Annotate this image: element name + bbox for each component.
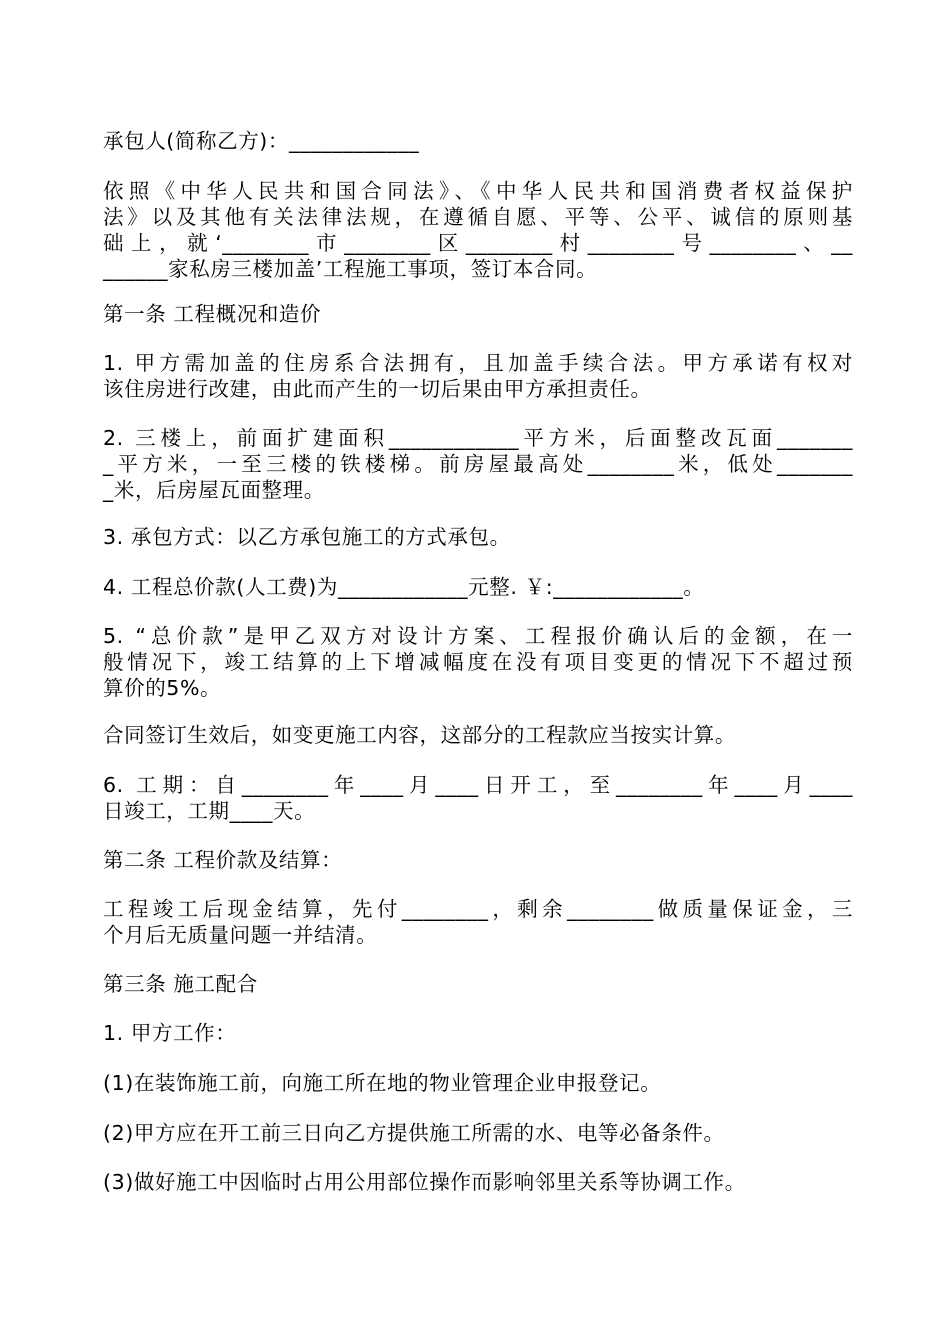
text-line: 第二条 工程价款及结算： [103,848,343,872]
party-a-duty-1 [103,1070,853,1096]
text-line: 日竣工，工期____天。 [103,799,316,823]
text-line: _平方米，一至三楼的铁楼梯。前房屋最高处________米，低处_______ [103,452,853,476]
text-line: 工程竣工后现金结算，先付________，剩余________做质量保证金，三 [103,897,853,921]
text-line: 2. 三楼上，前面扩建面积____________平方米，后面整改瓦面_______ [103,426,853,450]
party-a-heading [103,1020,853,1046]
text-line: ______家私房三楼加盖’工程施工事项，签订本合同。 [103,257,598,281]
text-line: (3)做好施工中因临时占用公用部位操作而影响邻里关系等协调工作。 [103,1170,746,1194]
change-clause-paragraph [103,722,853,748]
text-line: 法》以及其他有关法律法规，在遵循自愿、平等、公平、诚信的原则基 [103,205,853,229]
party-a-duty-2 [103,1120,853,1146]
text-line: 1. 甲方需加盖的住房系合法拥有，且加盖手续合法。甲方承诺有权对 [103,351,853,375]
article-2-heading [103,847,853,873]
item-4-paragraph [103,574,853,600]
text-line: (1)在装饰施工前，向施工所在地的物业管理企业申报登记。 [103,1071,662,1095]
item-1-paragraph [103,350,853,402]
contractor-line [103,128,853,154]
article-1-heading [103,301,853,327]
text-line: 6. 工期：自________年____月____日开工，至________年____月____ [103,773,853,797]
text-line: (2)甲方应在开工前三日向乙方提供施工所需的水、电等必备条件。 [103,1121,725,1145]
settlement-paragraph [103,896,853,948]
item-3-paragraph [103,524,853,550]
text-line: 1. 甲方工作： [103,1021,237,1045]
text-line: 础上，就‘________市________区________村________号________、__ [103,231,853,255]
text-line: 第一条 工程概况和造价 [103,302,322,326]
item-5-paragraph [103,623,853,701]
text-line: 4. 工程总价款(人工费)为____________元整. ￥:____________。 [103,575,705,599]
text-line: _米，后房屋瓦面整理。 [103,478,325,502]
party-a-duty-3 [103,1169,853,1195]
item-6-paragraph [103,772,853,824]
text-line: 承包人(简称乙方)：____________ [103,129,420,153]
text-line: 算价的5%。 [103,676,222,700]
text-line: 第三条 施工配合 [103,972,258,996]
article-3-heading [103,971,853,997]
text-line: 般情况下，竣工结算的上下增减幅度在没有项目变更的情况下不超过预 [103,650,853,674]
text-line: 合同签订生效后，如变更施工内容，这部分的工程款应当按实计算。 [103,723,736,747]
text-line: 依照《中华人民共和国合同法》、《中华人民共和国消费者权益保护 [103,179,853,203]
text-line: 5. “总价款”是甲乙双方对设计方案、工程报价确认后的金额，在一 [103,624,853,648]
text-line: 个月后无质量问题一并结清。 [103,923,378,947]
preamble-paragraph [103,178,853,282]
item-2-paragraph [103,425,853,503]
text-line: 该住房进行改建，由此而产生的一切后果由甲方承担责任。 [103,377,652,401]
text-line: 3. 承包方式：以乙方承包施工的方式承包。 [103,525,511,549]
